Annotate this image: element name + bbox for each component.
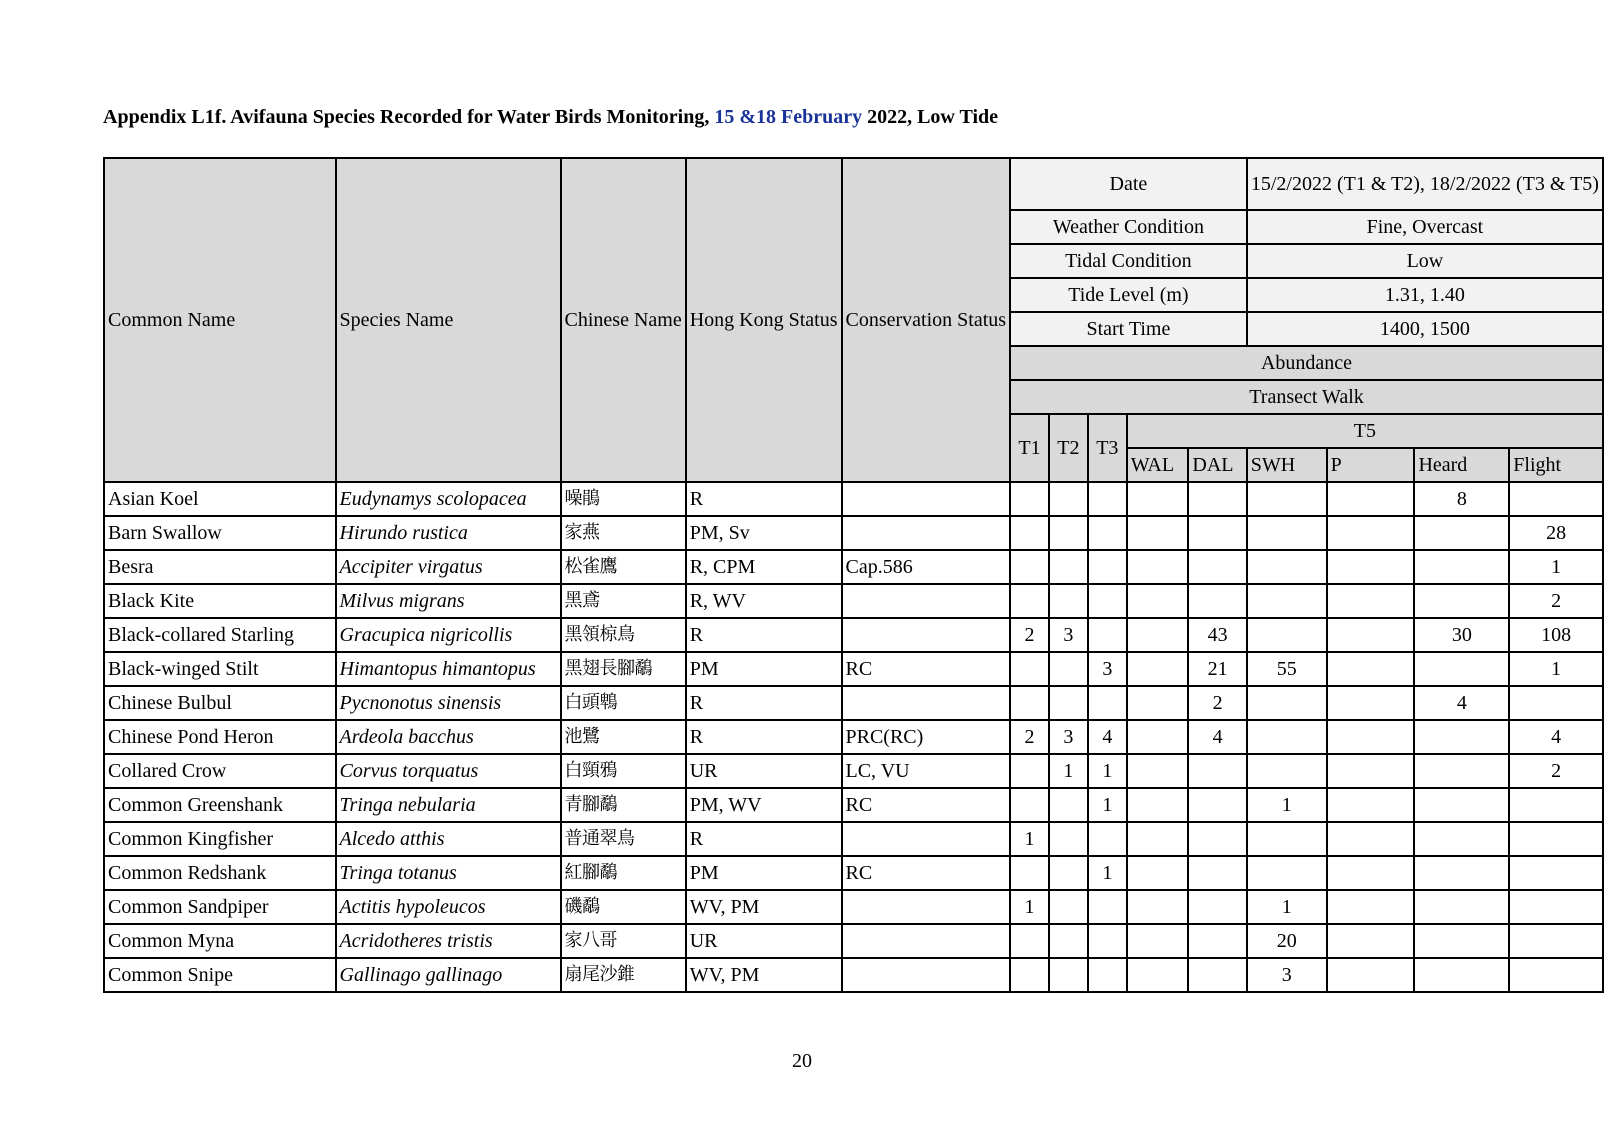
chinese-name-cell: 噪鵑 xyxy=(561,482,686,516)
flight-cell: 28 xyxy=(1509,516,1603,550)
header-t3: T3 xyxy=(1088,414,1127,482)
wal-cell xyxy=(1127,856,1189,890)
common-name-cell: Asian Koel xyxy=(104,482,336,516)
table-row xyxy=(104,686,1603,720)
t1-cell: 2 xyxy=(1010,618,1049,652)
hk-status-cell: R, WV xyxy=(686,584,842,618)
tidal-value: Low xyxy=(1247,244,1603,278)
t1-cell: 1 xyxy=(1010,890,1049,924)
flight-cell xyxy=(1509,788,1603,822)
dal-cell xyxy=(1188,482,1246,516)
header-wal: WAL xyxy=(1127,448,1189,482)
title-prefix: Appendix L1f. Avifauna Species Recorded for Water Birds Monitoring, xyxy=(103,106,715,128)
header-t5: T5 xyxy=(1127,414,1603,448)
t1-cell xyxy=(1010,788,1049,822)
chinese-name-cell: 黑鳶 xyxy=(561,584,686,618)
header-species-name: Species Name xyxy=(336,158,561,482)
common-name-cell: Common Redshank xyxy=(104,856,336,890)
heard-cell: 30 xyxy=(1414,618,1509,652)
hk-status-cell: R xyxy=(686,482,842,516)
chinese-name-cell: 普通翠鳥 xyxy=(561,822,686,856)
conservation-status-cell: PRC(RC) xyxy=(842,720,1011,754)
t2-cell xyxy=(1049,822,1088,856)
flight-cell: 1 xyxy=(1509,550,1603,584)
heard-cell xyxy=(1414,890,1509,924)
hk-status-cell: UR xyxy=(686,754,842,788)
flight-cell xyxy=(1509,890,1603,924)
dal-cell xyxy=(1188,788,1246,822)
species-name-cell: Milvus migrans xyxy=(336,584,561,618)
hk-status-cell: R, CPM xyxy=(686,550,842,584)
title-suffix: 2022, Low Tide xyxy=(862,106,999,128)
common-name-cell: Chinese Pond Heron xyxy=(104,720,336,754)
t2-cell xyxy=(1049,788,1088,822)
table-row xyxy=(104,822,1603,856)
hk-status-cell: PM xyxy=(686,652,842,686)
conservation-status-cell xyxy=(842,822,1011,856)
t2-cell xyxy=(1049,890,1088,924)
dal-cell xyxy=(1188,584,1246,618)
table-row xyxy=(104,482,1603,516)
common-name-cell: Black-winged Stilt xyxy=(104,652,336,686)
wal-cell xyxy=(1127,890,1189,924)
table-row xyxy=(104,550,1603,584)
weather-label: Weather Condition xyxy=(1010,210,1247,244)
swh-cell xyxy=(1247,550,1327,584)
wal-cell xyxy=(1127,618,1189,652)
t2-cell: 3 xyxy=(1049,618,1088,652)
flight-cell: 1 xyxy=(1509,652,1603,686)
common-name-cell: Besra xyxy=(104,550,336,584)
hk-status-cell: R xyxy=(686,686,842,720)
t1-cell: 1 xyxy=(1010,822,1049,856)
t3-cell xyxy=(1088,482,1127,516)
t3-cell: 1 xyxy=(1088,754,1127,788)
heard-cell xyxy=(1414,958,1509,992)
species-name-cell: Acridotheres tristis xyxy=(336,924,561,958)
wal-cell xyxy=(1127,652,1189,686)
table-row xyxy=(104,924,1603,958)
t2-cell xyxy=(1049,516,1088,550)
page-title xyxy=(103,106,998,129)
species-name-cell: Pycnonotus sinensis xyxy=(336,686,561,720)
swh-cell xyxy=(1247,856,1327,890)
chinese-name-cell: 磯鷸 xyxy=(561,890,686,924)
chinese-name-cell: 松雀鷹 xyxy=(561,550,686,584)
table-row xyxy=(104,516,1603,550)
conservation-status-cell: Cap.586 xyxy=(842,550,1011,584)
wal-cell xyxy=(1127,958,1189,992)
table-row xyxy=(104,652,1603,686)
p-cell xyxy=(1327,822,1415,856)
chinese-name-cell: 白頸鴉 xyxy=(561,754,686,788)
swh-cell: 55 xyxy=(1247,652,1327,686)
species-name-cell: Tringa totanus xyxy=(336,856,561,890)
swh-cell: 1 xyxy=(1247,788,1327,822)
p-cell xyxy=(1327,890,1415,924)
p-cell xyxy=(1327,754,1415,788)
dal-cell xyxy=(1188,958,1246,992)
t2-cell xyxy=(1049,856,1088,890)
t2-cell: 3 xyxy=(1049,720,1088,754)
p-cell xyxy=(1327,958,1415,992)
flight-cell xyxy=(1509,822,1603,856)
conservation-status-cell xyxy=(842,516,1011,550)
chinese-name-cell: 扇尾沙錐 xyxy=(561,958,686,992)
swh-cell xyxy=(1247,584,1327,618)
hk-status-cell: PM, WV xyxy=(686,788,842,822)
heard-cell xyxy=(1414,822,1509,856)
species-name-cell: Actitis hypoleucos xyxy=(336,890,561,924)
p-cell xyxy=(1327,720,1415,754)
conservation-status-cell xyxy=(842,890,1011,924)
heard-cell xyxy=(1414,550,1509,584)
wal-cell xyxy=(1127,482,1189,516)
abundance-header: Abundance xyxy=(1010,346,1603,380)
weather-value: Fine, Overcast xyxy=(1247,210,1603,244)
p-cell xyxy=(1327,482,1415,516)
t3-cell xyxy=(1088,618,1127,652)
header-p: P xyxy=(1327,448,1415,482)
t1-cell xyxy=(1010,686,1049,720)
dal-cell xyxy=(1188,550,1246,584)
swh-cell xyxy=(1247,822,1327,856)
dal-cell: 2 xyxy=(1188,686,1246,720)
table-row xyxy=(104,720,1603,754)
swh-cell: 3 xyxy=(1247,958,1327,992)
wal-cell xyxy=(1127,550,1189,584)
chinese-name-cell: 家八哥 xyxy=(561,924,686,958)
conservation-status-cell xyxy=(842,482,1011,516)
t3-cell xyxy=(1088,550,1127,584)
conservation-status-cell xyxy=(842,924,1011,958)
table-row xyxy=(104,856,1603,890)
swh-cell xyxy=(1247,686,1327,720)
t1-cell xyxy=(1010,584,1049,618)
chinese-name-cell: 白頭鵯 xyxy=(561,686,686,720)
common-name-cell: Common Sandpiper xyxy=(104,890,336,924)
table-row xyxy=(104,788,1603,822)
t1-cell xyxy=(1010,924,1049,958)
page-number: 20 xyxy=(792,1050,812,1072)
chinese-name-cell: 池鷺 xyxy=(561,720,686,754)
header-hk-status: Hong Kong Status xyxy=(686,158,842,482)
dal-cell: 21 xyxy=(1188,652,1246,686)
hk-status-cell: R xyxy=(686,822,842,856)
chinese-name-cell: 紅腳鷸 xyxy=(561,856,686,890)
heard-cell xyxy=(1414,754,1509,788)
t1-cell: 2 xyxy=(1010,720,1049,754)
common-name-cell: Common Myna xyxy=(104,924,336,958)
header-swh: SWH xyxy=(1247,448,1327,482)
t1-cell xyxy=(1010,482,1049,516)
t2-cell: 1 xyxy=(1049,754,1088,788)
conservation-status-cell: RC xyxy=(842,856,1011,890)
p-cell xyxy=(1327,516,1415,550)
flight-cell: 4 xyxy=(1509,720,1603,754)
t3-cell: 1 xyxy=(1088,788,1127,822)
t1-cell xyxy=(1010,550,1049,584)
dal-cell: 43 xyxy=(1188,618,1246,652)
swh-cell: 1 xyxy=(1247,890,1327,924)
wal-cell xyxy=(1127,720,1189,754)
species-name-cell: Accipiter virgatus xyxy=(336,550,561,584)
transect-walk-header: Transect Walk xyxy=(1010,380,1603,414)
heard-cell xyxy=(1414,856,1509,890)
t2-cell xyxy=(1049,924,1088,958)
common-name-cell: Barn Swallow xyxy=(104,516,336,550)
species-name-cell: Hirundo rustica xyxy=(336,516,561,550)
t3-cell xyxy=(1088,584,1127,618)
dal-cell xyxy=(1188,856,1246,890)
date-label: Date xyxy=(1010,158,1247,210)
header-common-name: Common Name xyxy=(104,158,336,482)
heard-cell xyxy=(1414,924,1509,958)
table-row xyxy=(104,890,1603,924)
hk-status-cell: PM, Sv xyxy=(686,516,842,550)
t3-cell xyxy=(1088,890,1127,924)
flight-cell: 2 xyxy=(1509,584,1603,618)
wal-cell xyxy=(1127,584,1189,618)
common-name-cell: Common Snipe xyxy=(104,958,336,992)
t2-cell xyxy=(1049,686,1088,720)
flight-cell xyxy=(1509,482,1603,516)
conservation-status-cell xyxy=(842,618,1011,652)
start-time-label: Start Time xyxy=(1010,312,1247,346)
header-chinese-name: Chinese Name xyxy=(561,158,686,482)
p-cell xyxy=(1327,788,1415,822)
conservation-status-cell xyxy=(842,584,1011,618)
t1-cell xyxy=(1010,516,1049,550)
common-name-cell: Black Kite xyxy=(104,584,336,618)
date-value: 15/2/2022 (T1 & T2), 18/2/2022 (T3 & T5) xyxy=(1247,158,1603,210)
p-cell xyxy=(1327,652,1415,686)
swh-cell xyxy=(1247,754,1327,788)
species-name-cell: Gallinago gallinago xyxy=(336,958,561,992)
t3-cell xyxy=(1088,822,1127,856)
hk-status-cell: WV, PM xyxy=(686,958,842,992)
flight-cell: 2 xyxy=(1509,754,1603,788)
swh-cell xyxy=(1247,618,1327,652)
hk-status-cell: R xyxy=(686,720,842,754)
t1-cell xyxy=(1010,958,1049,992)
hk-status-cell: R xyxy=(686,618,842,652)
header-t2: T2 xyxy=(1049,414,1088,482)
hk-status-cell: WV, PM xyxy=(686,890,842,924)
wal-cell xyxy=(1127,754,1189,788)
t3-cell xyxy=(1088,958,1127,992)
heard-cell xyxy=(1414,788,1509,822)
swh-cell xyxy=(1247,516,1327,550)
hk-status-cell: UR xyxy=(686,924,842,958)
species-name-cell: Gracupica nigricollis xyxy=(336,618,561,652)
species-name-cell: Eudynamys scolopacea xyxy=(336,482,561,516)
heard-cell: 4 xyxy=(1414,686,1509,720)
wal-cell xyxy=(1127,924,1189,958)
chinese-name-cell: 黑翅長腳鷸 xyxy=(561,652,686,686)
common-name-cell: Black-collared Starling xyxy=(104,618,336,652)
species-name-cell: Ardeola bacchus xyxy=(336,720,561,754)
title-dates: 15 &18 February xyxy=(714,106,863,128)
t2-cell xyxy=(1049,958,1088,992)
header-flight: Flight xyxy=(1509,448,1603,482)
wal-cell xyxy=(1127,788,1189,822)
tidal-label: Tidal Condition xyxy=(1010,244,1247,278)
heard-cell xyxy=(1414,516,1509,550)
conservation-status-cell: RC xyxy=(842,652,1011,686)
species-name-cell: Alcedo atthis xyxy=(336,822,561,856)
heard-cell xyxy=(1414,652,1509,686)
dal-cell xyxy=(1188,516,1246,550)
flight-cell xyxy=(1509,924,1603,958)
wal-cell xyxy=(1127,516,1189,550)
table-row xyxy=(104,618,1603,652)
tide-level-value: 1.31, 1.40 xyxy=(1247,278,1603,312)
t3-cell xyxy=(1088,924,1127,958)
species-name-cell: Tringa nebularia xyxy=(336,788,561,822)
t3-cell: 1 xyxy=(1088,856,1127,890)
start-time-value: 1400, 1500 xyxy=(1247,312,1603,346)
swh-cell xyxy=(1247,720,1327,754)
dal-cell xyxy=(1188,822,1246,856)
common-name-cell: Common Greenshank xyxy=(104,788,336,822)
species-table xyxy=(103,157,1604,993)
conservation-status-cell: RC xyxy=(842,788,1011,822)
heard-cell xyxy=(1414,720,1509,754)
t3-cell: 3 xyxy=(1088,652,1127,686)
flight-cell xyxy=(1509,958,1603,992)
conservation-status-cell xyxy=(842,686,1011,720)
wal-cell xyxy=(1127,686,1189,720)
p-cell xyxy=(1327,584,1415,618)
wal-cell xyxy=(1127,822,1189,856)
heard-cell: 8 xyxy=(1414,482,1509,516)
t3-cell: 4 xyxy=(1088,720,1127,754)
dal-cell xyxy=(1188,754,1246,788)
dal-cell xyxy=(1188,924,1246,958)
swh-cell: 20 xyxy=(1247,924,1327,958)
dal-cell: 4 xyxy=(1188,720,1246,754)
header-conservation-status: Conservation Status xyxy=(842,158,1011,482)
conservation-status-cell xyxy=(842,958,1011,992)
p-cell xyxy=(1327,550,1415,584)
p-cell xyxy=(1327,618,1415,652)
heard-cell xyxy=(1414,584,1509,618)
swh-cell xyxy=(1247,482,1327,516)
flight-cell: 108 xyxy=(1509,618,1603,652)
p-cell xyxy=(1327,856,1415,890)
t2-cell xyxy=(1049,652,1088,686)
p-cell xyxy=(1327,924,1415,958)
table-row xyxy=(104,584,1603,618)
common-name-cell: Common Kingfisher xyxy=(104,822,336,856)
chinese-name-cell: 黑領椋鳥 xyxy=(561,618,686,652)
species-name-cell: Corvus torquatus xyxy=(336,754,561,788)
conservation-status-cell: LC, VU xyxy=(842,754,1011,788)
chinese-name-cell: 家燕 xyxy=(561,516,686,550)
header-t1: T1 xyxy=(1010,414,1049,482)
t1-cell xyxy=(1010,856,1049,890)
t2-cell xyxy=(1049,550,1088,584)
p-cell xyxy=(1327,686,1415,720)
t2-cell xyxy=(1049,584,1088,618)
common-name-cell: Chinese Bulbul xyxy=(104,686,336,720)
t1-cell xyxy=(1010,652,1049,686)
table-row xyxy=(104,754,1603,788)
chinese-name-cell: 青腳鷸 xyxy=(561,788,686,822)
t3-cell xyxy=(1088,686,1127,720)
flight-cell xyxy=(1509,686,1603,720)
t3-cell xyxy=(1088,516,1127,550)
species-name-cell: Himantopus himantopus xyxy=(336,652,561,686)
common-name-cell: Collared Crow xyxy=(104,754,336,788)
header-heard: Heard xyxy=(1414,448,1509,482)
t2-cell xyxy=(1049,482,1088,516)
dal-cell xyxy=(1188,890,1246,924)
t1-cell xyxy=(1010,754,1049,788)
hk-status-cell: PM xyxy=(686,856,842,890)
tide-level-label: Tide Level (m) xyxy=(1010,278,1247,312)
table-row xyxy=(104,958,1603,992)
flight-cell xyxy=(1509,856,1603,890)
header-dal: DAL xyxy=(1188,448,1246,482)
